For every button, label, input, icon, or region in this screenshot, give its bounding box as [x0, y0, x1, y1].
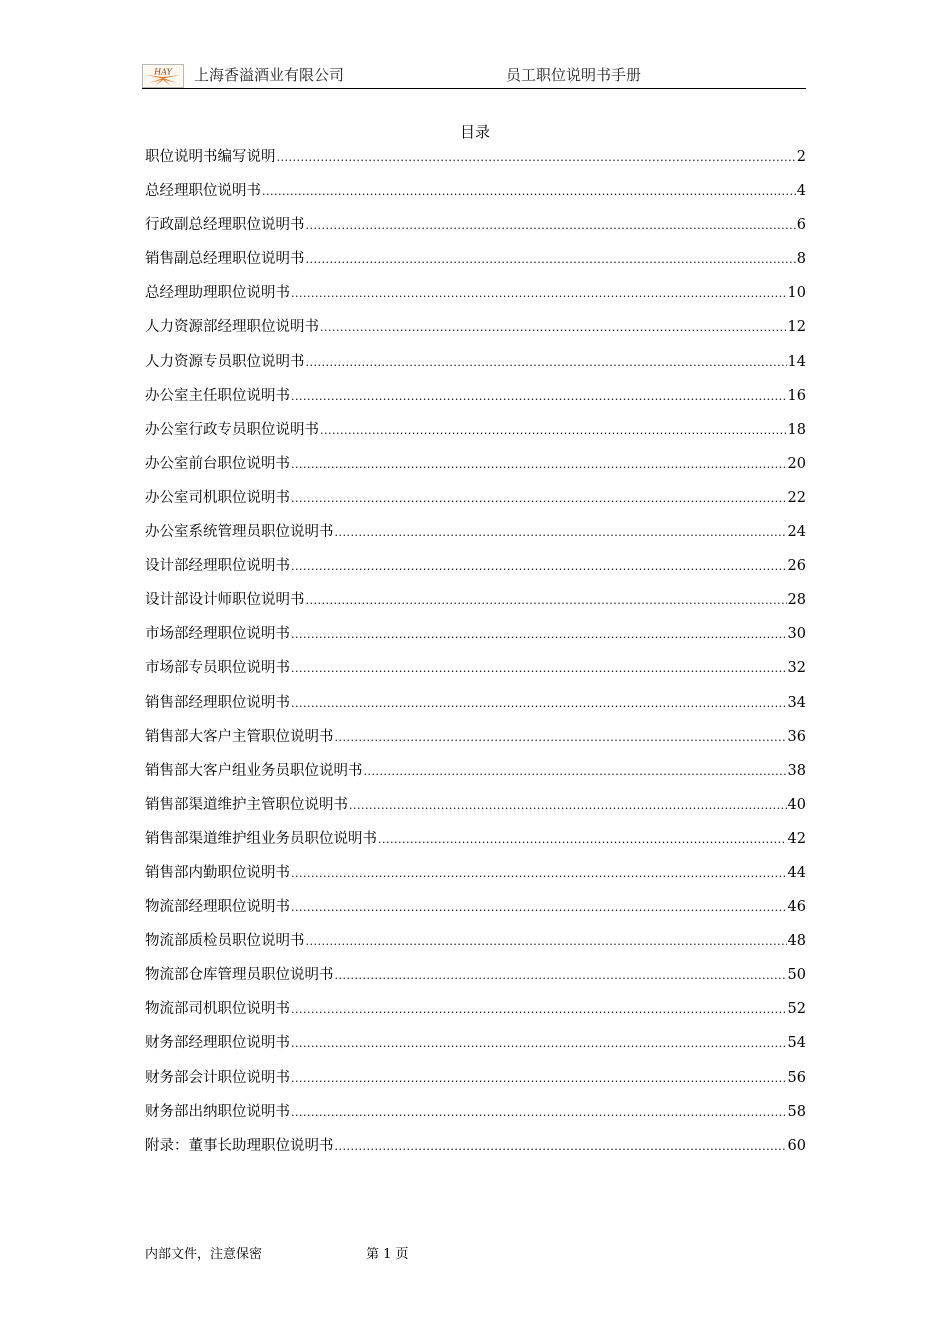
toc-dot-leader — [291, 624, 787, 646]
toc-entry-page[interactable]: 46 — [787, 899, 806, 916]
toc-dot-leader — [335, 522, 787, 544]
toc-dot-leader — [291, 658, 787, 680]
toc-dot-leader — [335, 965, 787, 987]
toc-entry-label[interactable]: 办公室行政专员职位说明书 — [145, 421, 319, 438]
toc-entry-label[interactable]: 设计部设计师职位说明书 — [145, 592, 305, 609]
toc-entry-page[interactable]: 34 — [787, 694, 806, 711]
logo-graphic — [143, 65, 183, 87]
toc-entry[interactable] — [145, 453, 806, 487]
toc-dot-leader — [291, 693, 787, 715]
toc-entry-page[interactable]: 42 — [787, 830, 806, 847]
toc-entry[interactable] — [145, 487, 806, 521]
toc-dot-leader — [291, 488, 787, 510]
toc-entry[interactable] — [145, 1032, 806, 1066]
logo-text: HAY — [154, 67, 172, 77]
toc-dot-leader — [306, 590, 787, 612]
confidential-notice: 内部文件，注意保密 — [145, 1247, 263, 1262]
toc-dot-leader — [291, 454, 787, 476]
toc-entry[interactable] — [145, 862, 806, 896]
toc-entry-page[interactable]: 8 — [796, 251, 806, 268]
toc-entry-page[interactable]: 14 — [787, 353, 806, 370]
toc-dot-leader — [291, 283, 787, 305]
toc-dot-leader — [291, 999, 787, 1021]
toc-entry-page[interactable]: 2 — [796, 149, 806, 165]
toc-entry[interactable] — [145, 419, 806, 453]
toc-dot-leader — [291, 1102, 787, 1124]
toc-entry[interactable] — [145, 1101, 806, 1135]
toc-entry-label[interactable]: 销售部内勤职位说明书 — [145, 864, 290, 881]
toc-entry-label[interactable]: 办公室前台职位说明书 — [145, 455, 290, 472]
toc-entry[interactable] — [145, 930, 806, 964]
toc-entry-page[interactable]: 24 — [787, 524, 806, 541]
toc-dot-leader — [291, 863, 787, 885]
toc-entry-page[interactable]: 40 — [787, 796, 806, 813]
toc-entry-label[interactable]: 销售部渠道维护主管职位说明书 — [145, 796, 348, 813]
toc-entry-label[interactable]: 人力资源部经理职位说明书 — [145, 319, 319, 336]
toc-entry-label[interactable]: 物流部司机职位说明书 — [145, 1001, 290, 1018]
toc-dot-leader — [306, 215, 796, 237]
toc-entry-page[interactable]: 32 — [787, 660, 806, 677]
toc-entry-label[interactable]: 销售部渠道维护组业务员职位说明书 — [145, 830, 377, 847]
toc-dot-leader — [306, 931, 787, 953]
toc-dot-leader — [291, 386, 787, 408]
toc-entry-label[interactable]: 市场部专员职位说明书 — [145, 660, 290, 677]
toc-dot-leader — [277, 147, 796, 169]
page-header — [142, 64, 806, 89]
toc-dot-leader — [349, 795, 787, 817]
toc-entry-label[interactable]: 销售部大客户组业务员职位说明书 — [145, 762, 363, 779]
toc-dot-leader — [320, 420, 787, 442]
table-of-contents — [145, 146, 806, 1169]
toc-entry[interactable] — [145, 998, 806, 1032]
toc-entry[interactable] — [145, 896, 806, 930]
toc-entry-page[interactable]: 38 — [787, 762, 806, 779]
toc-dot-leader — [291, 1068, 787, 1090]
toc-entry[interactable] — [145, 316, 806, 350]
document-title: 员工职位说明书手册 — [506, 66, 642, 84]
toc-entry-page[interactable]: 56 — [787, 1069, 806, 1086]
toc-entry-label[interactable]: 财务部经理职位说明书 — [145, 1035, 290, 1052]
toc-entry-page[interactable]: 28 — [787, 592, 806, 609]
toc-entry-label[interactable]: 办公室系统管理员职位说明书 — [145, 524, 334, 541]
toc-dot-leader — [364, 761, 787, 783]
toc-entry-label[interactable]: 销售部经理职位说明书 — [145, 694, 290, 711]
toc-entry-label[interactable]: 财务部出纳职位说明书 — [145, 1103, 290, 1120]
toc-title: 目录 — [459, 123, 490, 141]
toc-entry[interactable] — [145, 828, 806, 862]
toc-entry-label[interactable]: 总经理助理职位说明书 — [145, 285, 290, 302]
toc-dot-leader — [291, 897, 787, 919]
toc-entry[interactable] — [145, 248, 806, 282]
toc-entry-label[interactable]: 市场部经理职位说明书 — [145, 626, 290, 643]
toc-entry[interactable] — [145, 1067, 806, 1101]
toc-entry-page[interactable]: 36 — [787, 728, 806, 745]
toc-entry-page[interactable]: 50 — [787, 967, 806, 984]
toc-entry-page[interactable]: 26 — [787, 558, 806, 575]
toc-entry[interactable] — [145, 385, 806, 419]
toc-dot-leader — [378, 829, 787, 851]
company-logo — [142, 64, 184, 88]
toc-entry-page[interactable]: 16 — [787, 387, 806, 404]
toc-dot-leader — [306, 249, 796, 271]
toc-entry-label[interactable]: 办公室主任职位说明书 — [145, 387, 290, 404]
toc-entry[interactable] — [145, 623, 806, 657]
toc-entry-page[interactable]: 10 — [787, 285, 806, 302]
toc-entry-page[interactable]: 30 — [787, 626, 806, 643]
toc-entry-page[interactable]: 48 — [787, 933, 806, 950]
toc-entry[interactable] — [145, 760, 806, 794]
toc-dot-leader — [335, 727, 787, 749]
toc-entry-page[interactable]: 20 — [787, 455, 806, 472]
toc-entry-page[interactable]: 52 — [787, 1001, 806, 1018]
toc-dot-leader — [306, 352, 787, 374]
toc-entry-page[interactable]: 6 — [796, 217, 806, 234]
page-number: 第 1 页 — [366, 1247, 409, 1262]
toc-entry[interactable] — [145, 282, 806, 316]
toc-dot-leader — [335, 1136, 787, 1158]
toc-entry[interactable] — [145, 521, 806, 555]
toc-entry-page[interactable]: 18 — [787, 421, 806, 438]
toc-entry[interactable] — [145, 794, 806, 828]
toc-entry-page[interactable]: 58 — [787, 1103, 806, 1120]
toc-entry-label[interactable]: 财务部会计职位说明书 — [145, 1069, 290, 1086]
toc-entry-label[interactable]: 设计部经理职位说明书 — [145, 558, 290, 575]
toc-entry[interactable] — [145, 180, 806, 214]
toc-entry-label[interactable]: 销售部大客户主管职位说明书 — [145, 728, 334, 745]
toc-entry-label[interactable]: 人力资源专员职位说明书 — [145, 353, 305, 370]
toc-entry-label[interactable]: 销售副总经理职位说明书 — [145, 251, 305, 268]
toc-entry[interactable] — [145, 351, 806, 385]
toc-entry[interactable] — [145, 555, 806, 589]
toc-entry[interactable] — [145, 1135, 806, 1169]
toc-entry-label[interactable]: 行政副总经理职位说明书 — [145, 217, 305, 234]
toc-dot-leader — [291, 556, 787, 578]
toc-entry[interactable] — [145, 589, 806, 623]
toc-entry[interactable] — [145, 146, 806, 180]
toc-entry-label[interactable]: 物流部仓库管理员职位说明书 — [145, 967, 334, 984]
toc-entry-page[interactable]: 4 — [796, 183, 806, 200]
toc-entry-label[interactable]: 总经理职位说明书 — [145, 183, 261, 200]
toc-entry[interactable] — [145, 692, 806, 726]
toc-entry-label[interactable]: 物流部质检员职位说明书 — [145, 933, 305, 950]
toc-entry[interactable] — [145, 726, 806, 760]
toc-entry-page[interactable]: 22 — [787, 489, 806, 506]
company-name: 上海香溢酒业有限公司 — [194, 66, 345, 84]
toc-entry-label[interactable]: 附录：董事长助理职位说明书 — [145, 1137, 334, 1154]
toc-dot-leader — [291, 1033, 787, 1055]
toc-dot-leader — [320, 317, 787, 339]
toc-entry[interactable] — [145, 214, 806, 248]
toc-entry-label[interactable]: 办公室司机职位说明书 — [145, 489, 290, 506]
toc-entry-label[interactable]: 职位说明书编写说明 — [145, 149, 276, 165]
toc-entry[interactable] — [145, 964, 806, 998]
toc-dot-leader — [262, 181, 796, 203]
toc-entry-page[interactable]: 60 — [787, 1137, 806, 1154]
toc-entry[interactable] — [145, 657, 806, 691]
toc-entry-page[interactable]: 54 — [787, 1035, 806, 1052]
toc-entry-label[interactable]: 物流部经理职位说明书 — [145, 899, 290, 916]
toc-entry-page[interactable]: 12 — [787, 319, 806, 336]
toc-entry-page[interactable]: 44 — [787, 864, 806, 881]
